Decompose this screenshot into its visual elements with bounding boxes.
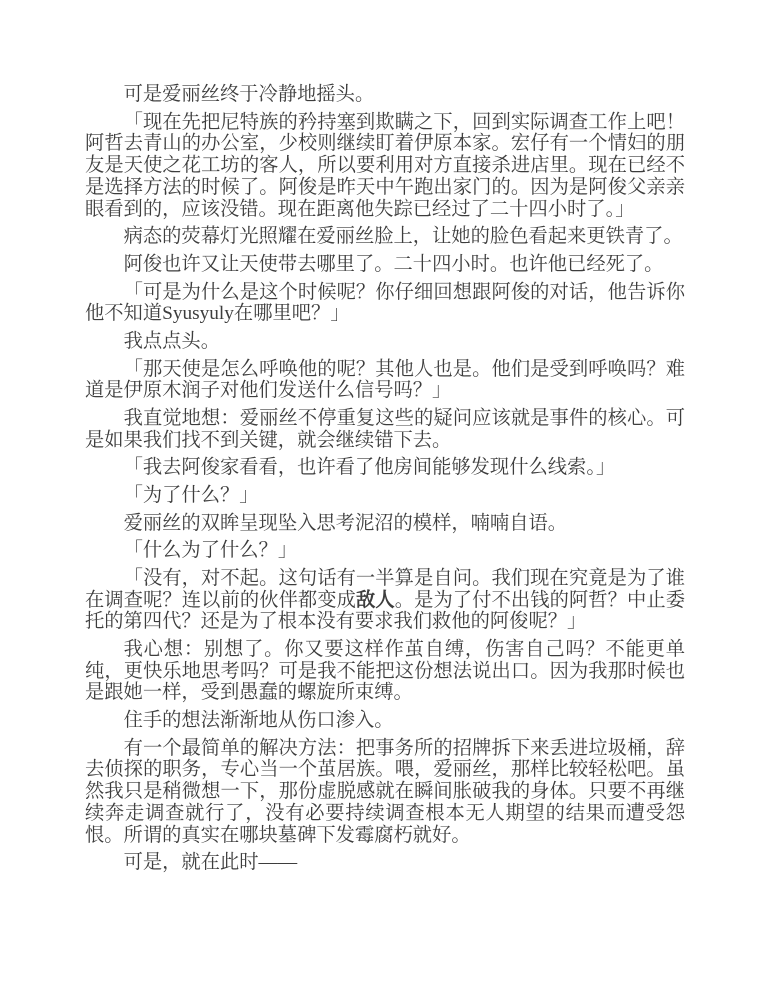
paragraph	[85, 457, 685, 479]
paragraph	[85, 359, 685, 403]
text-run: 爱丽丝的双眸呈现坠入思考泥沼的模样，喃喃自语。	[123, 512, 568, 534]
text-run: 病态的荧幕灯光照耀在爱丽丝脸上，让她的脸色看起来更铁青了。	[123, 226, 683, 248]
paragraph	[85, 485, 685, 507]
emphasized-text: 敌人	[356, 589, 395, 611]
paragraph	[85, 513, 685, 535]
paragraph	[85, 331, 685, 353]
text-run: 「我去阿俊家看看，也许看了他房间能够发现什么线索。」	[123, 457, 616, 479]
text-run: 「现在先把尼特族的矜持塞到欺瞒之下，回到实际调查工作上吧！阿哲去青山的办公室，少校则继续盯着伊原本家。宏仔有一个情妇的朋友是天使之花工坊的客人，所以要利用对方直接杀进店里。现在已经不是选择方法的时候了。阿俊是昨天中午跑出家门的。因为是阿俊父亲亲眼看到的，应该没错。现在距离他失踪已经过了二十四小时了。」	[85, 111, 685, 220]
paragraph	[85, 540, 685, 562]
text-run: 可是，就在此时——	[123, 852, 298, 874]
text-run: 可是爱丽丝终于冷静地摇头。	[123, 84, 375, 105]
text-run: 「什么为了什么？」	[123, 540, 298, 562]
text-run: 阿俊也许又让天使带去哪里了。二十四小时。也许他已经死了。	[123, 253, 664, 275]
paragraph	[85, 408, 685, 452]
paragraph	[85, 226, 685, 248]
text-run: 有一个最简单的解决方法：把事务所的招牌拆下来丢进垃圾桶，辞去侦探的职务，专心当一个茧居族。喂，爱丽丝，那样比较轻松吧。虽然我只是稍微想一下，那份虚脱感就在瞬间胀破我的身体。只要不再继续奔走调查就行了，没有必要持续调查根本无人期望的结果而遭受怨恨。所谓的真实在哪块墓碑下发霉腐朽就好。	[85, 737, 685, 846]
text-run: 「没有，对不起。这句话有一半算是自问。我们现在究竟是为了谁在调查呢？连以前的伙伴都变成	[85, 567, 685, 611]
paragraph	[85, 254, 685, 276]
paragraph	[85, 568, 685, 633]
text-run: 「可是为什么是这个时候呢？你仔细回想跟阿俊的对话，他告诉你他不知道Syusyuly在哪里吧？」	[85, 281, 685, 325]
paragraph	[85, 710, 685, 732]
text-run: 「为了什么？」	[123, 484, 259, 506]
text-run: 我点点头。	[123, 330, 220, 352]
paragraph	[85, 639, 685, 704]
text-run: 「那天使是怎么呼唤他的呢？其他人也是。他们是受到呼唤吗？难道是伊原木润子对他们发送什么信号吗？」	[85, 358, 685, 402]
paragraph	[85, 84, 685, 106]
text-run: 我心想：别想了。你又要这样作茧自缚，伤害自己吗？不能更单纯，更快乐地思考吗？可是我不能把这份想法说出口。因为我那时候也是跟她一样，受到愚蠢的螺旋所束缚。	[85, 638, 685, 704]
text-run: 。是为了付不出钱的阿哲？中止委托的第四代？还是为了根本没有要求我们救他的阿俊呢？」	[85, 589, 686, 633]
text-run: 我直觉地想：爱丽丝不停重复这些的疑问应该就是事件的核心。可是如果我们找不到关键，就会继续错下去。	[85, 407, 685, 451]
text-run: 住手的想法渐渐地从伤口渗入。	[123, 710, 394, 732]
novel-text-block	[85, 84, 685, 874]
paragraph	[85, 738, 685, 847]
paragraph	[85, 112, 685, 221]
paragraph	[85, 282, 685, 326]
paragraph	[85, 852, 685, 874]
